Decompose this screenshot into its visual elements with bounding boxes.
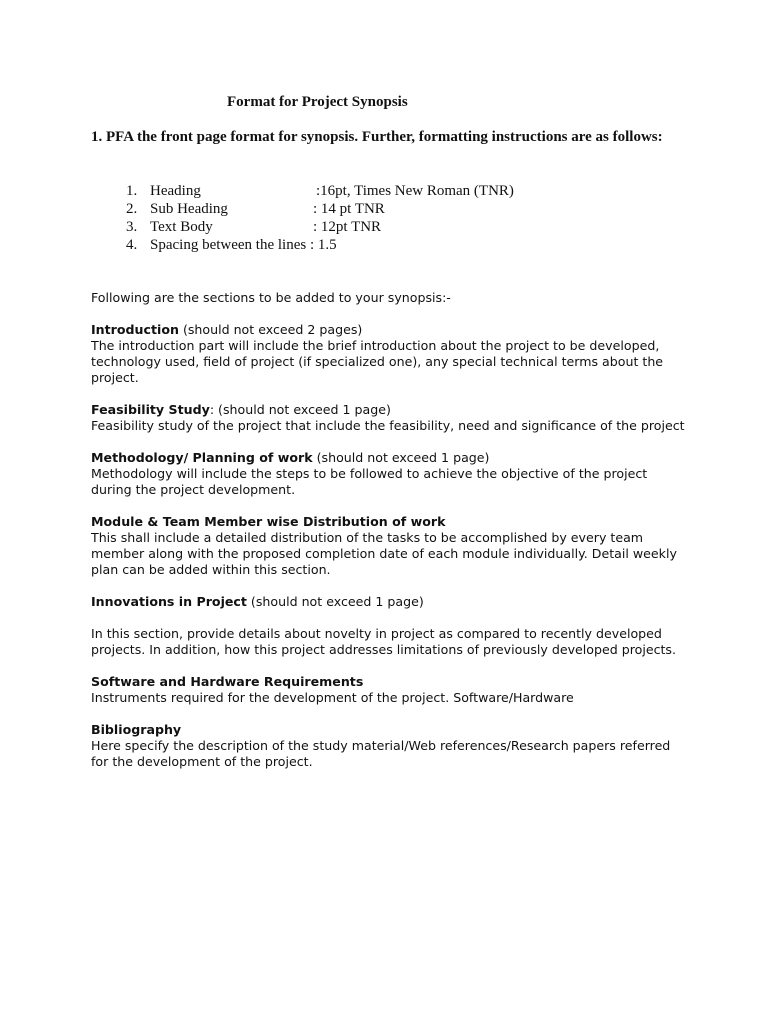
- blank-line: [91, 610, 691, 626]
- section-body: Instruments required for the development of the project. Software/Hardware: [91, 690, 574, 705]
- section-heading: Module & Team Member wise Distribution of work: [91, 514, 446, 529]
- list-number: 4.: [126, 237, 138, 253]
- section-heading: Innovations in Project: [91, 594, 247, 609]
- section-heading: Bibliography: [91, 722, 182, 737]
- section-note: (should not exceed 1 page): [246, 594, 424, 609]
- section-bibliography: [91, 722, 691, 770]
- section-body: In this section, provide details about novelty in project as compared to recently developed projects. In addition, how this project addresses limitations of previously developed projects.: [91, 626, 676, 657]
- section-note: : (should not exceed 1 page): [209, 402, 391, 417]
- section-innovations: [91, 594, 691, 658]
- section-body: Feasibility study of the project that include the feasibility, need and significance of the project: [91, 418, 685, 433]
- sections-intro: Following are the sections to be added to your synopsis:-: [91, 290, 451, 305]
- format-label: Heading: [150, 183, 201, 199]
- section-methodology: [91, 450, 691, 498]
- formatting-instruction: 1. PFA the front page format for synopsis. Further, formatting instructions are as follows:: [91, 129, 663, 145]
- format-value: : 14 pt TNR: [313, 201, 385, 217]
- format-label: Sub Heading: [150, 201, 228, 217]
- format-value: :16pt, Times New Roman (TNR): [316, 183, 514, 199]
- section-body: The introduction part will include the brief introduction about the project to be developed, technology used, field of project (if specialized one), any special technical terms about the project.: [91, 338, 664, 385]
- section-heading: Methodology/ Planning of work: [91, 450, 313, 465]
- section-heading: Introduction: [91, 322, 179, 337]
- section-body: Methodology will include the steps to be followed to achieve the objective of the project during the project development.: [91, 466, 648, 497]
- list-number: 2.: [126, 201, 138, 217]
- section-module-distribution: [91, 514, 691, 578]
- section-body: This shall include a detailed distribution of the tasks to be accomplished by every team member along with the proposed completion date of each module individually. Detail weekly plan can be added within this section.: [91, 530, 677, 577]
- format-value: : 12pt TNR: [313, 219, 382, 235]
- section-note: (should not exceed 1 page): [312, 450, 490, 465]
- document-title: Format for Project Synopsis: [227, 94, 408, 110]
- section-feasibility-study: [91, 402, 691, 434]
- format-value: : 1.5: [310, 237, 337, 253]
- format-label: Spacing between the lines: [150, 237, 307, 253]
- section-software-hardware: [91, 674, 691, 706]
- document-body: [91, 290, 691, 786]
- section-heading: Software and Hardware Requirements: [91, 674, 364, 689]
- section-note: (should not exceed 2 pages): [178, 322, 363, 337]
- list-number: 3.: [126, 219, 138, 235]
- section-body: Here specify the description of the study material/Web references/Research papers referred for the development of the project.: [91, 738, 671, 769]
- list-number: 1.: [126, 183, 138, 199]
- format-label: Text Body: [150, 219, 213, 235]
- section-introduction: [91, 322, 691, 386]
- section-heading: Feasibility Study: [91, 402, 210, 417]
